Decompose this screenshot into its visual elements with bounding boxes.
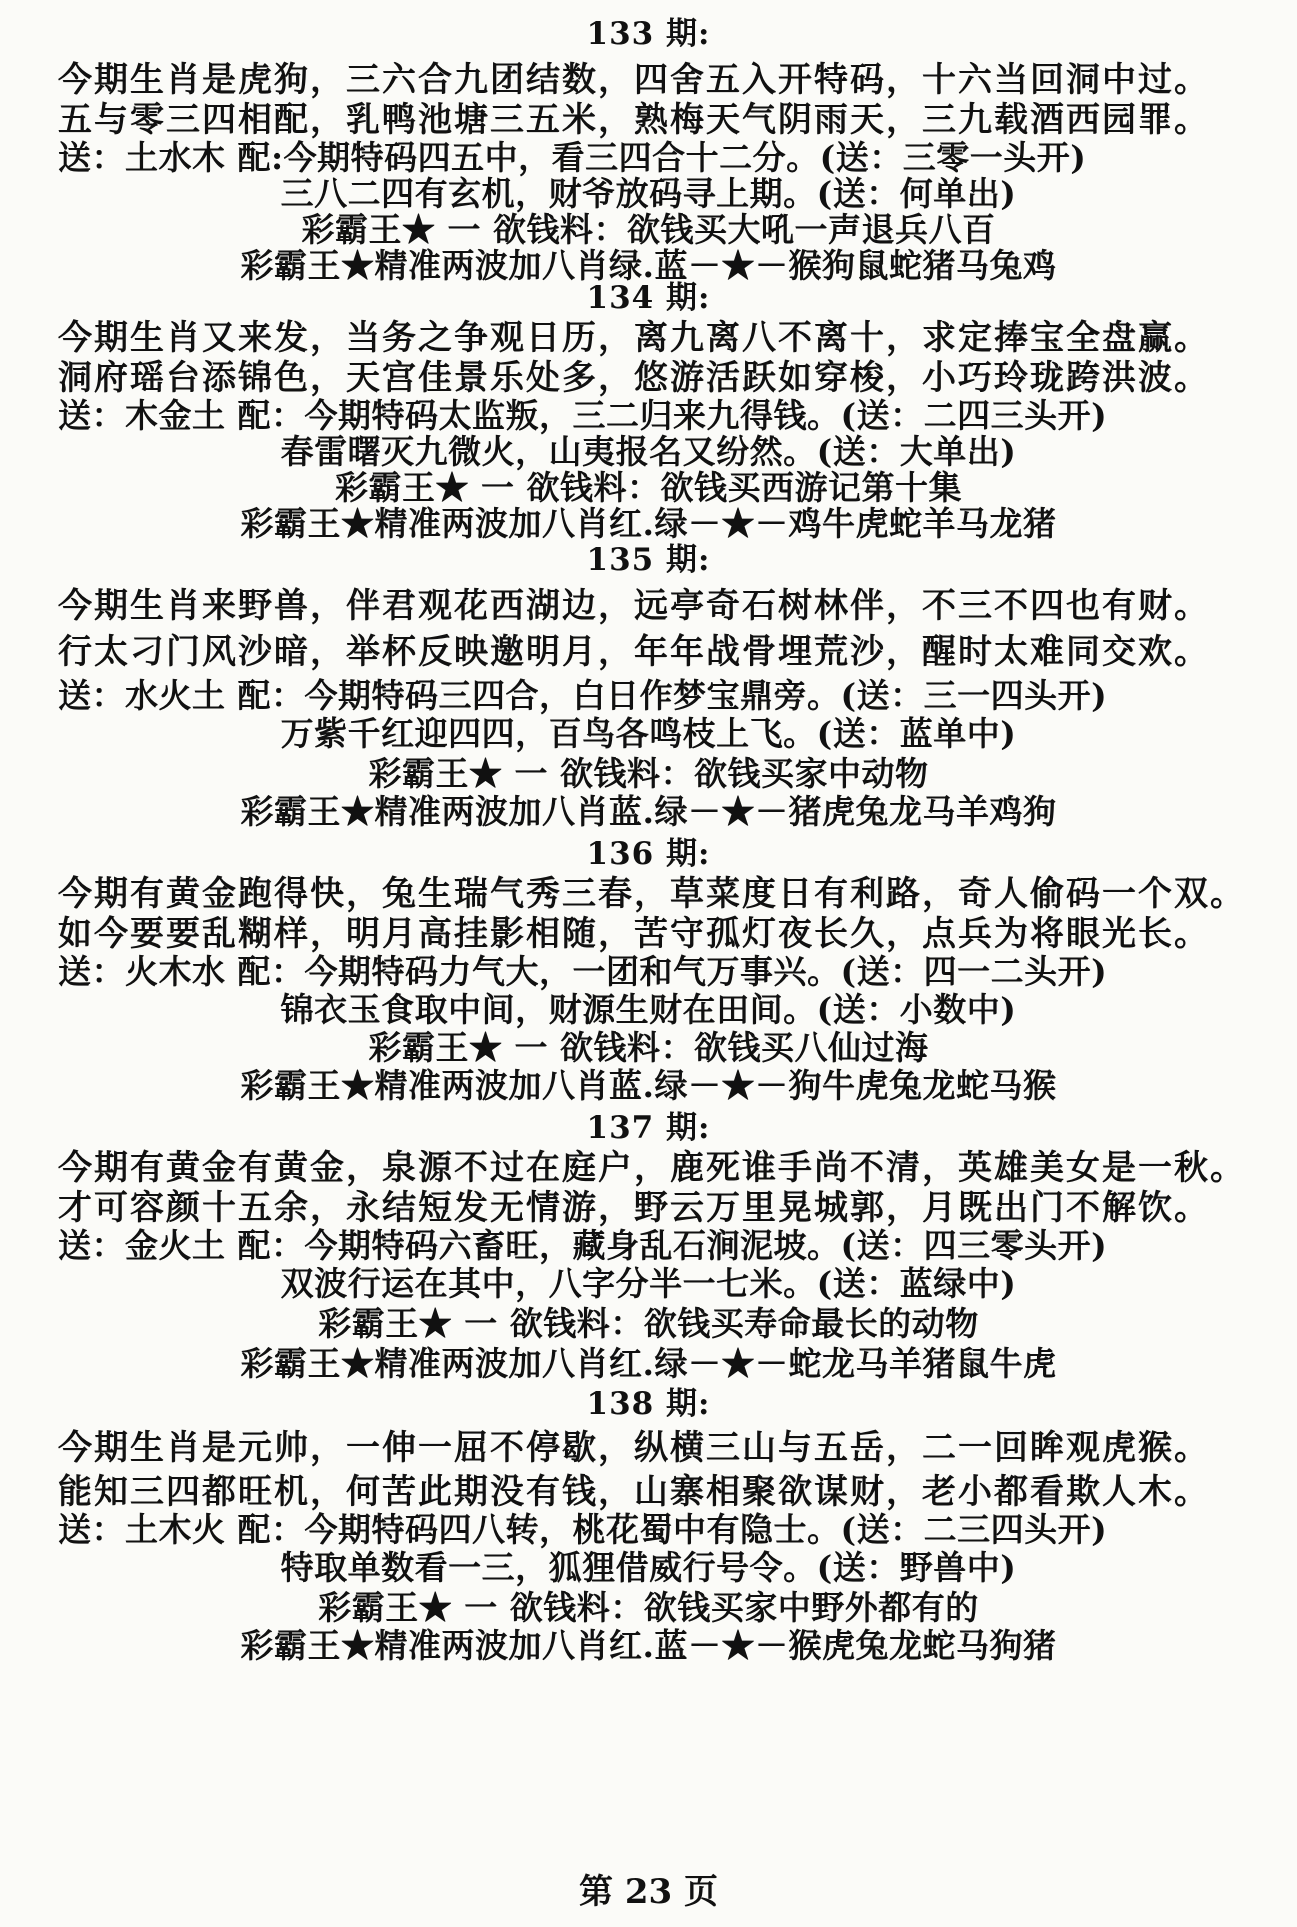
- poem-line-1: 今期有黄金跑得快，兔生瑞气秀三春，草菜度日有利路，奇人偷码一个双。: [58, 874, 1246, 914]
- riddle-line: 彩霸王★ 一 欲钱料：欲钱买大吼一声退兵八百: [301, 210, 996, 249]
- poem-line-2: 五与零三四相配，乳鸭池塘三五米，熟梅天气阴雨天，三九载酒西园罪。: [58, 100, 1210, 140]
- issue-heading: 137 期:: [586, 1110, 711, 1146]
- poem-line-2: 行太刁门风沙暗，举杯反映邀明月，年年战骨埋荒沙，醒时太难同交欢。: [58, 632, 1210, 672]
- poem-line-2: 如今要要乱糊样，明月高挂影相随，苦守孤灯夜长久，点兵为将眼光长。: [58, 914, 1210, 954]
- send-line: 送：土水木 配:今期特码四五中，看三四合十二分。(送：三零一头开): [58, 138, 1087, 177]
- riddle-line: 彩霸王★ 一 欲钱料：欲钱买家中野外都有的: [318, 1588, 979, 1627]
- pick-line: 彩霸王★精准两波加八肖红.蓝－★－猴虎兔龙蛇马狗猪: [240, 1626, 1057, 1665]
- send-line: 送：土木火 配：今期特码四八转，桃花蜀中有隐士。(送：二三四头开): [58, 1510, 1108, 1549]
- riddle-line: 彩霸王★ 一 欲钱料：欲钱买八仙过海: [368, 1028, 929, 1067]
- poem-line-1: 今期生肖又来发，当务之争观日历，离九离八不离十，求定捧宝全盘赢。: [58, 318, 1210, 358]
- hint-line: 万紫千红迎四四，百鸟各鸣枝上飞。(送：蓝单中): [280, 714, 1017, 753]
- hint-line: 双波行运在其中，八字分半一七米。(送：蓝绿中): [280, 1264, 1017, 1303]
- poem-line-1: 今期生肖是虎狗，三六合九团结数，四舍五入开特码，十六当回洞中过。: [58, 60, 1210, 100]
- poem-line-2: 才可容颜十五余，永结短发无情游，野云万里晃城郭，月既出门不解饮。: [58, 1188, 1210, 1228]
- issue-heading: 136 期:: [586, 836, 711, 872]
- hint-line: 锦衣玉食取中间，财源生财在田间。(送：小数中): [280, 990, 1017, 1029]
- send-line: 送：木金土 配：今期特码太监叛，三二归来九得钱。(送：二四三头开): [58, 396, 1108, 435]
- poem-line-1: 今期有黄金有黄金，泉源不过在庭户，鹿死谁手尚不清，英雄美女是一秋。: [58, 1148, 1246, 1188]
- pick-line: 彩霸王★精准两波加八肖蓝.绿－★－猪虎兔龙马羊鸡狗: [240, 792, 1057, 831]
- send-line: 送：水火土 配：今期特码三四合，白日作梦宝鼎旁。(送：三一四头开): [58, 676, 1108, 715]
- pick-line: 彩霸王★精准两波加八肖红.绿－★－鸡牛虎蛇羊马龙猪: [240, 504, 1057, 543]
- page-number: 第 23 页: [579, 1872, 718, 1912]
- hint-line: 特取单数看一三，狐狸借威行号令。(送：野兽中): [280, 1548, 1017, 1587]
- poem-line-2: 能知三四都旺机，何苦此期没有钱，山寨相聚欲谋财，老小都看欺人木。: [58, 1472, 1210, 1512]
- riddle-line: 彩霸王★ 一 欲钱料：欲钱买西游记第十集: [335, 468, 962, 507]
- issue-heading: 138 期:: [586, 1386, 711, 1422]
- poem-line-1: 今期生肖是元帅，一伸一屈不停歇，纵横三山与五岳，二一回眸观虎猴。: [58, 1428, 1210, 1468]
- hint-line: 三八二四有玄机，财爷放码寻上期。(送：何单出): [280, 174, 1017, 213]
- riddle-line: 彩霸王★ 一 欲钱料：欲钱买家中动物: [368, 754, 929, 793]
- riddle-line: 彩霸王★ 一 欲钱料：欲钱买寿命最长的动物: [318, 1304, 979, 1343]
- send-line: 送：火木水 配：今期特码力气大，一团和气万事兴。(送：四一二头开): [58, 952, 1108, 991]
- issue-heading: 134 期:: [586, 280, 711, 316]
- issue-heading: 135 期:: [586, 542, 711, 578]
- send-line: 送：金火土 配：今期特码六畜旺，藏身乱石涧泥坡。(送：四三零头开): [58, 1226, 1108, 1265]
- poem-line-1: 今期生肖来野兽，伴君观花西湖边，远亭奇石树林伴，不三不四也有财。: [58, 586, 1210, 626]
- poem-line-2: 洞府瑶台添锦色，天宫佳景乐处多，悠游活跃如穿梭，小巧玲珑跨洪波。: [58, 358, 1210, 398]
- pick-line: 彩霸王★精准两波加八肖绿.蓝－★－猴狗鼠蛇猪马兔鸡: [240, 246, 1057, 285]
- pick-line: 彩霸王★精准两波加八肖蓝.绿－★－狗牛虎兔龙蛇马猴: [240, 1066, 1057, 1105]
- hint-line: 春雷曙灭九微火，山夷报名又纷然。(送：大单出): [280, 432, 1017, 471]
- pick-line: 彩霸王★精准两波加八肖红.绿－★－蛇龙马羊猪鼠牛虎: [240, 1344, 1057, 1383]
- issue-heading: 133 期:: [586, 16, 711, 52]
